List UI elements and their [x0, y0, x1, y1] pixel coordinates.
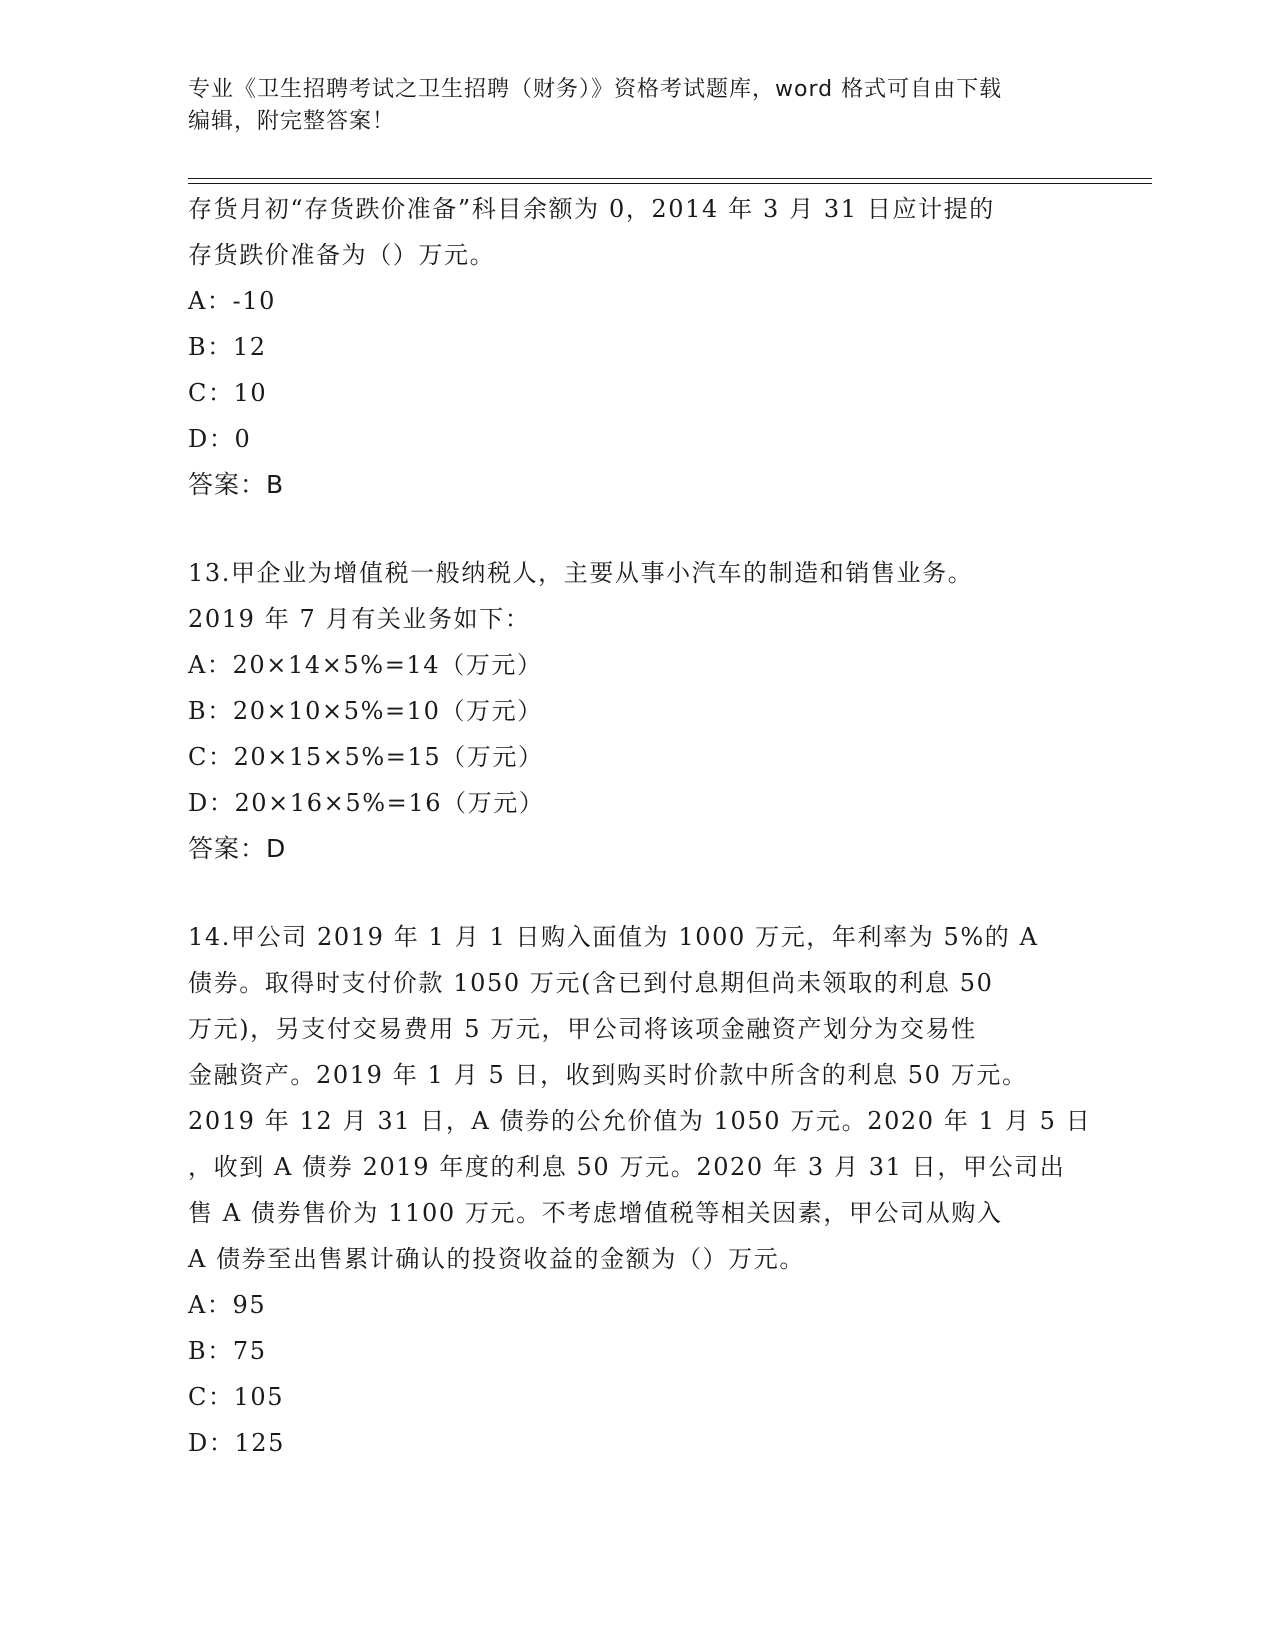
question-13-answer: 答案：D: [188, 834, 287, 863]
question-spacer: [188, 872, 1088, 914]
question-13: [188, 550, 1088, 872]
question-12-option-d: D：0: [188, 425, 252, 453]
header-line-1: 专业《卫生招聘考试之卫生招聘（财务）》资格考试题库，word 格式可自由下载: [188, 77, 1003, 102]
question-13-option-b: B：20×10×5%=10（万元）: [188, 697, 543, 725]
question-13-option-c: C：20×15×5%=15（万元）: [188, 743, 544, 771]
question-12-stem-line-1: 存货月初“存货跌价准备”科目余额为 0，2014 年 3 月 31 日应计提的: [188, 195, 995, 223]
question-12-option-a: A：-10: [188, 287, 276, 315]
question-12-option-b: B：12: [188, 333, 267, 361]
question-14-option-d: D：125: [188, 1429, 286, 1457]
question-14-option-b: B：75: [188, 1337, 267, 1365]
question-13-stem-line-1: 13.甲企业为增值税一般纳税人，主要从事小汽车的制造和销售业务。: [188, 559, 974, 587]
question-content: [188, 186, 1092, 1466]
question-13-option-d: D：20×16×5%=16（万元）: [188, 789, 545, 817]
header-line-2: 编辑，附完整答案！: [188, 109, 396, 134]
question-14-stem-line-2: 债券。取得时支付价款 1050 万元(含已到付息期但尚未领取的利息 50: [188, 969, 994, 997]
question-14: [188, 914, 1092, 1466]
question-14-stem-line-1: 14.甲公司 2019 年 1 月 1 日购入面值为 1000 万元，年利率为 5%的 A: [188, 923, 1039, 951]
header-divider-top: [188, 178, 1152, 179]
question-14-stem-line-6: ，收到 A 债券 2019 年度的利息 50 万元。2020 年 3 月 31 日，甲公司出: [188, 1153, 1066, 1181]
question-14-option-a: A：95: [188, 1291, 267, 1319]
question-14-stem-line-8: A 债券至出售累计确认的投资收益的金额为（）万元。: [188, 1245, 805, 1273]
question-12-option-c: C：10: [188, 379, 268, 407]
question-14-stem-line-3: 万元)，另支付交易费用 5 万元，甲公司将该项金融资产划分为交易性: [188, 1015, 977, 1043]
question-13-option-a: A：20×14×5%=14（万元）: [188, 651, 543, 679]
question-14-stem-line-7: 售 A 债券售价为 1100 万元。不考虑增值税等相关因素，甲公司从购入: [188, 1199, 1003, 1227]
question-14-option-c: C：105: [188, 1383, 285, 1411]
question-12: [188, 186, 1088, 508]
question-12-stem-line-2: 存货跌价准备为（）万元。: [188, 241, 496, 269]
question-14-stem-line-4: 金融资产。2019 年 1 月 5 日，收到购买时价款中所含的利息 50 万元。: [188, 1061, 1028, 1089]
question-spacer: [188, 508, 1088, 550]
question-13-stem-line-2: 2019 年 7 月有关业务如下：: [188, 605, 531, 633]
question-14-stem-line-5: 2019 年 12 月 31 日，A 债券的公允价值为 1050 万元。2020 年 1 月 5 日: [188, 1107, 1092, 1135]
question-12-answer: 答案：B: [188, 470, 285, 499]
header-divider-bottom: [188, 183, 1152, 184]
document-header: [188, 74, 1088, 138]
